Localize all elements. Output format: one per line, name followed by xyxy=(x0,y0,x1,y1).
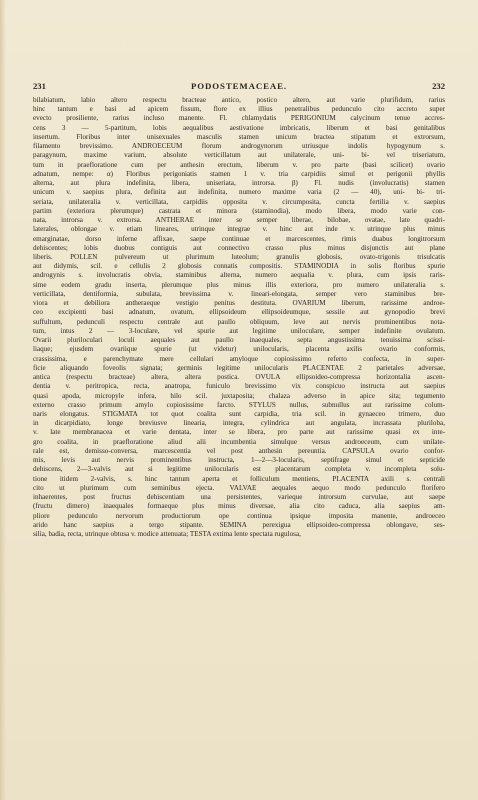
text-line: mis, levis aut nervis prominentibus instructa, 1—2—3-locularis, septifrage simul et septicide xyxy=(33,456,445,465)
page-edge-shadow xyxy=(0,0,6,800)
text-line: suffultum, pedunculi respectu centrale aut paullo obliquum, leve aut nervis prominentibus nota- xyxy=(33,317,445,326)
text-line: unicum v. saepius plura, definita aut indefinita, numero maxime varia (2 — 40), uni- bi- tri- xyxy=(33,188,445,197)
text-line: (fructu dimero) inaequales formaeque plus minus diversae, alia cito caduca, alia saepius am- xyxy=(33,502,445,511)
running-title: PODOSTEMACEAE. xyxy=(191,81,287,91)
text-line: alterna, aut plura indefinita, libera, uniseriata, introrsa. β) Fl. nudis (involucratis) stamen xyxy=(33,179,445,188)
text-line: inhaerentes, post fructus dehiscentiam una persistentes, varieque introrsum curvulae, aut saepe xyxy=(33,493,445,502)
text-line: nata, introrsa v. extrorsa. ANTHERAE inter se semper liberae, bilobae, ovatae, late quadri- xyxy=(33,216,445,225)
text-line: sime eodem gradu inserta, plerumque plus minus illis exteriora, pro numero unilateralia s. xyxy=(33,280,445,289)
text-line: dentia v. peritropica, recta, anatropa, funiculo brevissimo vix conspicuo instructa aut saepius xyxy=(33,382,445,391)
text-line: liberis. POLLEN pulvereum ut plurimum luteolum; granulis globosis, ovato-trigonis trisulcatis xyxy=(33,252,445,261)
text-line: cito ut plurimum cum seminibus ejecta. VALVAE aequales aequo modo pedunculo florifero xyxy=(33,483,445,492)
text-line: silia, badia, recta, utrinque obtusa v. modice attenuata; TESTA extima lente spectata rugulosa, xyxy=(33,530,301,539)
text-line: antica (respectu bracteae) altera, altera postica. OVULA ellipsoideo-compressa horizontalia ascen- xyxy=(33,373,445,382)
text-line: tum, intus 2 — 3-loculare, vel spurie aut legitime uniloculare, semper indefinite ovulatum. xyxy=(33,326,445,335)
text-line: dehiscentes; lobis duobus contiguis aut connectivo crasso plus minus disjunctis aut plane xyxy=(33,243,445,252)
text-line: naris elongatus. STIGMATA tot quot coalita sunt carpidia, tria scil. in gynaeceo trimero, duo xyxy=(33,409,445,418)
text-line: aut didymis, scil. e cellulis 2 globosis connatis compositis. STAMINODIA in solis floribus spurie xyxy=(33,262,445,271)
text-line: cens 3 — 5-partitum, lobis aequalibus aestivatione imbricatis, liberum et basi genitalibus xyxy=(33,123,445,132)
page-number-left: 231 xyxy=(33,81,46,91)
text-line: in dicarpidiato, longe breviusve linearia, integra, cylindrica aut angulata, incrassata pluriloba, xyxy=(33,419,445,428)
page-number-right: 232 xyxy=(432,81,445,91)
text-line: arido hanc saepius a tergo stipante. SEMINA perexigua ellipsoideo-compressa oblongave, ses- xyxy=(33,520,445,529)
text-line: v. late membranacea et varie dentata, inter se libera, pro parte aut rarissime quasi ex inte- xyxy=(33,428,445,437)
text-line: viora et debiliora antheraeque vestigio penitus destituta. OVARIUM liberum, rarissime androe- xyxy=(33,299,445,308)
text-line: verticillata, dentiformia, subulata, brevissima v. lineari-elongata, semper vero staminibus bre- xyxy=(33,289,445,298)
text-line: laterales, oblongae v. etiam lineares, utrinque integrae v. hinc aut inde v. utrinque plus minus xyxy=(33,225,445,234)
text-line: tum in praefloratione cum per anthesin erectum, liberum v. pro parte (basi scilicet) ovario xyxy=(33,160,445,169)
text-line: rale est, demisso-conversa, marcescentia vel post anthesin pereuntia. CAPSULA ovario confor- xyxy=(33,446,445,455)
text-line: partim (exteriora plerumque) castrata et minora (staminodia), modo libera, modo varie con- xyxy=(33,206,445,215)
text-line: evecto prosiliente, rarius incluso manente. Fl. chlamydatis PERIGONIUM calycinum tenue accres- xyxy=(33,114,445,123)
page-header xyxy=(33,81,445,93)
text-line: quasi apoda, micropyle infera, hilo scil. juxtaposita; chalaza adverso in apice sita; tegumento xyxy=(33,391,445,400)
text-line: emarginatae, dorso inferne affixae, saepe continuae et marcescentes, rimis duabus longitrorsum xyxy=(33,234,445,243)
text-line: hinc tantum e basi ad apicem fissum, flore ex illius penetralibus pedunculo cito accreto super xyxy=(33,105,445,114)
text-line: insertum. Floribus inter unisexuales masculis stamen unicum bractea stipatum et extrorsum, xyxy=(33,132,445,141)
text-line: pliore pedunculo nervorum productiorum ope continua ipsique imposita manente, androeceo xyxy=(33,511,445,520)
text-line: Ovarii pluriloculari loculi aequales aut paullo inaequales, septa angustissima tenuissima scissi- xyxy=(33,336,445,345)
text-line: androgynis s. involucratis obvia, staminibus alterna, numero aequalia v. plura, cum ipsis raris- xyxy=(33,271,445,280)
text-line: ceo excipienti basi adnatum, ovatum, ellipsoideum ellipsoideumque, sessile aut gynopodio brevi xyxy=(33,308,445,317)
text-line: gro coalita, in praefloratione aliud alii incumbentia simulque versus androeceum, cum unilate- xyxy=(33,437,445,446)
text-line: adnatum, nempe: α) Floribus perigoniatis stamen 1 v. tria carpidiis simul et perigonii phyllis xyxy=(33,169,445,178)
body-text xyxy=(33,96,445,539)
text-line: liaque; ejusdem ovariique spurie (ut videtur) unilocularis, placenta axilis ovario conformis, xyxy=(33,345,445,354)
text-line: bilabiatum, labio altero respectu bracteae antico, postico altero, aut varie plurifidum, rarius xyxy=(33,96,445,104)
text-line: filamento brevissimo. ANDROECEUM florum androgynorum utriusque indolis hypogynum s. xyxy=(33,142,445,151)
text-line: externo crasso primum amylo copiosissime farcto. STYLUS nullus, subnullus aut rarissime colum- xyxy=(33,400,445,409)
text-line: seriata, unilateralia v. verticillata, carpidiis opposita v. circumposita, cuncta fertilia v. saepius xyxy=(33,197,445,206)
text-line: crassissima, e parenchymate mere cellulari amyloque copiosissimo referto confecta, in super- xyxy=(33,354,445,363)
text-line: ficie aliquando foveolis signata; germinis legitime unilocularis PLACENTAE 2 parietales adversae, xyxy=(33,363,445,372)
text-line: dehiscens, 2—3-valvis aut si legitime unilocularis est placentarum completa v. incompleta solu- xyxy=(33,465,445,474)
text-line: tione itidem 2-valvis, s. hinc tantum aperta et folliculum mentiens, PLACENTA axili s. centrali xyxy=(33,474,445,483)
text-line: paragynum, maxime varium, absolute verticillatum aut unilaterale, uni- bi- vel triseriatum, xyxy=(33,151,445,160)
